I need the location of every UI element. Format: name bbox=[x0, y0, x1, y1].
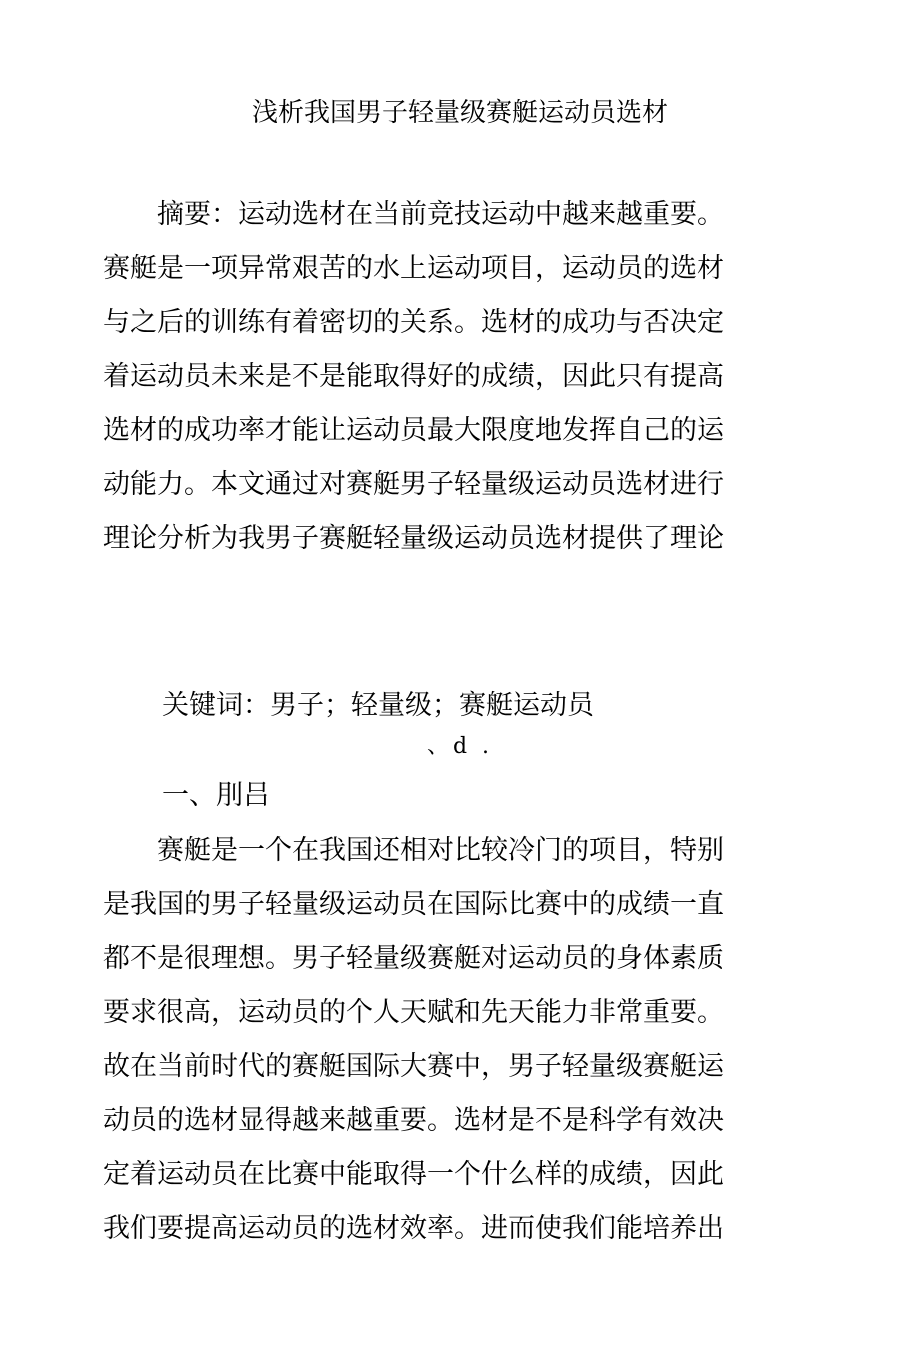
abstract-line: 摘要：运动选材在当前竞技运动中越来越重要。 bbox=[103, 199, 724, 230]
abstract-paragraph bbox=[103, 188, 763, 566]
body-line: 动员的选材显得越来越重要。选材是不是科学有效决 bbox=[103, 1105, 724, 1136]
intro-paragraph bbox=[103, 824, 763, 1256]
abstract-line: 赛艇是一项异常艰苦的水上运动项目，运动员的选材 bbox=[103, 253, 724, 284]
abstract-line: 动能力。本文通过对赛艇男子轻量级运动员选材进行 bbox=[103, 469, 724, 500]
body-line: 故在当前时代的赛艇国际大赛中，男子轻量级赛艇运 bbox=[103, 1051, 724, 1082]
stray-text-artifact: 、d . bbox=[426, 734, 494, 759]
keywords-line: 关键词：男子；轻量级；赛艇运动员 bbox=[162, 690, 594, 721]
body-line: 都不是很理想。男子轻量级赛艇对运动员的身体素质 bbox=[103, 943, 724, 974]
abstract-line: 与之后的训练有着密切的关系。选材的成功与否决定 bbox=[103, 307, 724, 338]
document-title: 浅析我国男子轻量级赛艇运动员选材 bbox=[251, 98, 668, 128]
body-line: 要求很高，运动员的个人天赋和先天能力非常重要。 bbox=[103, 997, 724, 1028]
body-line: 定着运动员在比赛中能取得一个什么样的成绩，因此 bbox=[103, 1159, 724, 1190]
abstract-line: 选材的成功率才能让运动员最大限度地发挥自己的运 bbox=[103, 415, 724, 446]
body-line: 我们要提高运动员的选材效率。进而使我们能培养出 bbox=[103, 1213, 724, 1244]
body-line: 是我国的男子轻量级运动员在国际比赛中的成绩一直 bbox=[103, 889, 724, 920]
body-line: 赛艇是一个在我国还相对比较冷门的项目，特别 bbox=[103, 835, 724, 866]
abstract-line: 着运动员未来是不是能取得好的成绩，因此只有提高 bbox=[103, 361, 724, 392]
section-heading: 一、刖吕 bbox=[162, 780, 270, 811]
abstract-line: 理论分析为我男子赛艇轻量级运动员选材提供了理论 bbox=[103, 523, 724, 554]
